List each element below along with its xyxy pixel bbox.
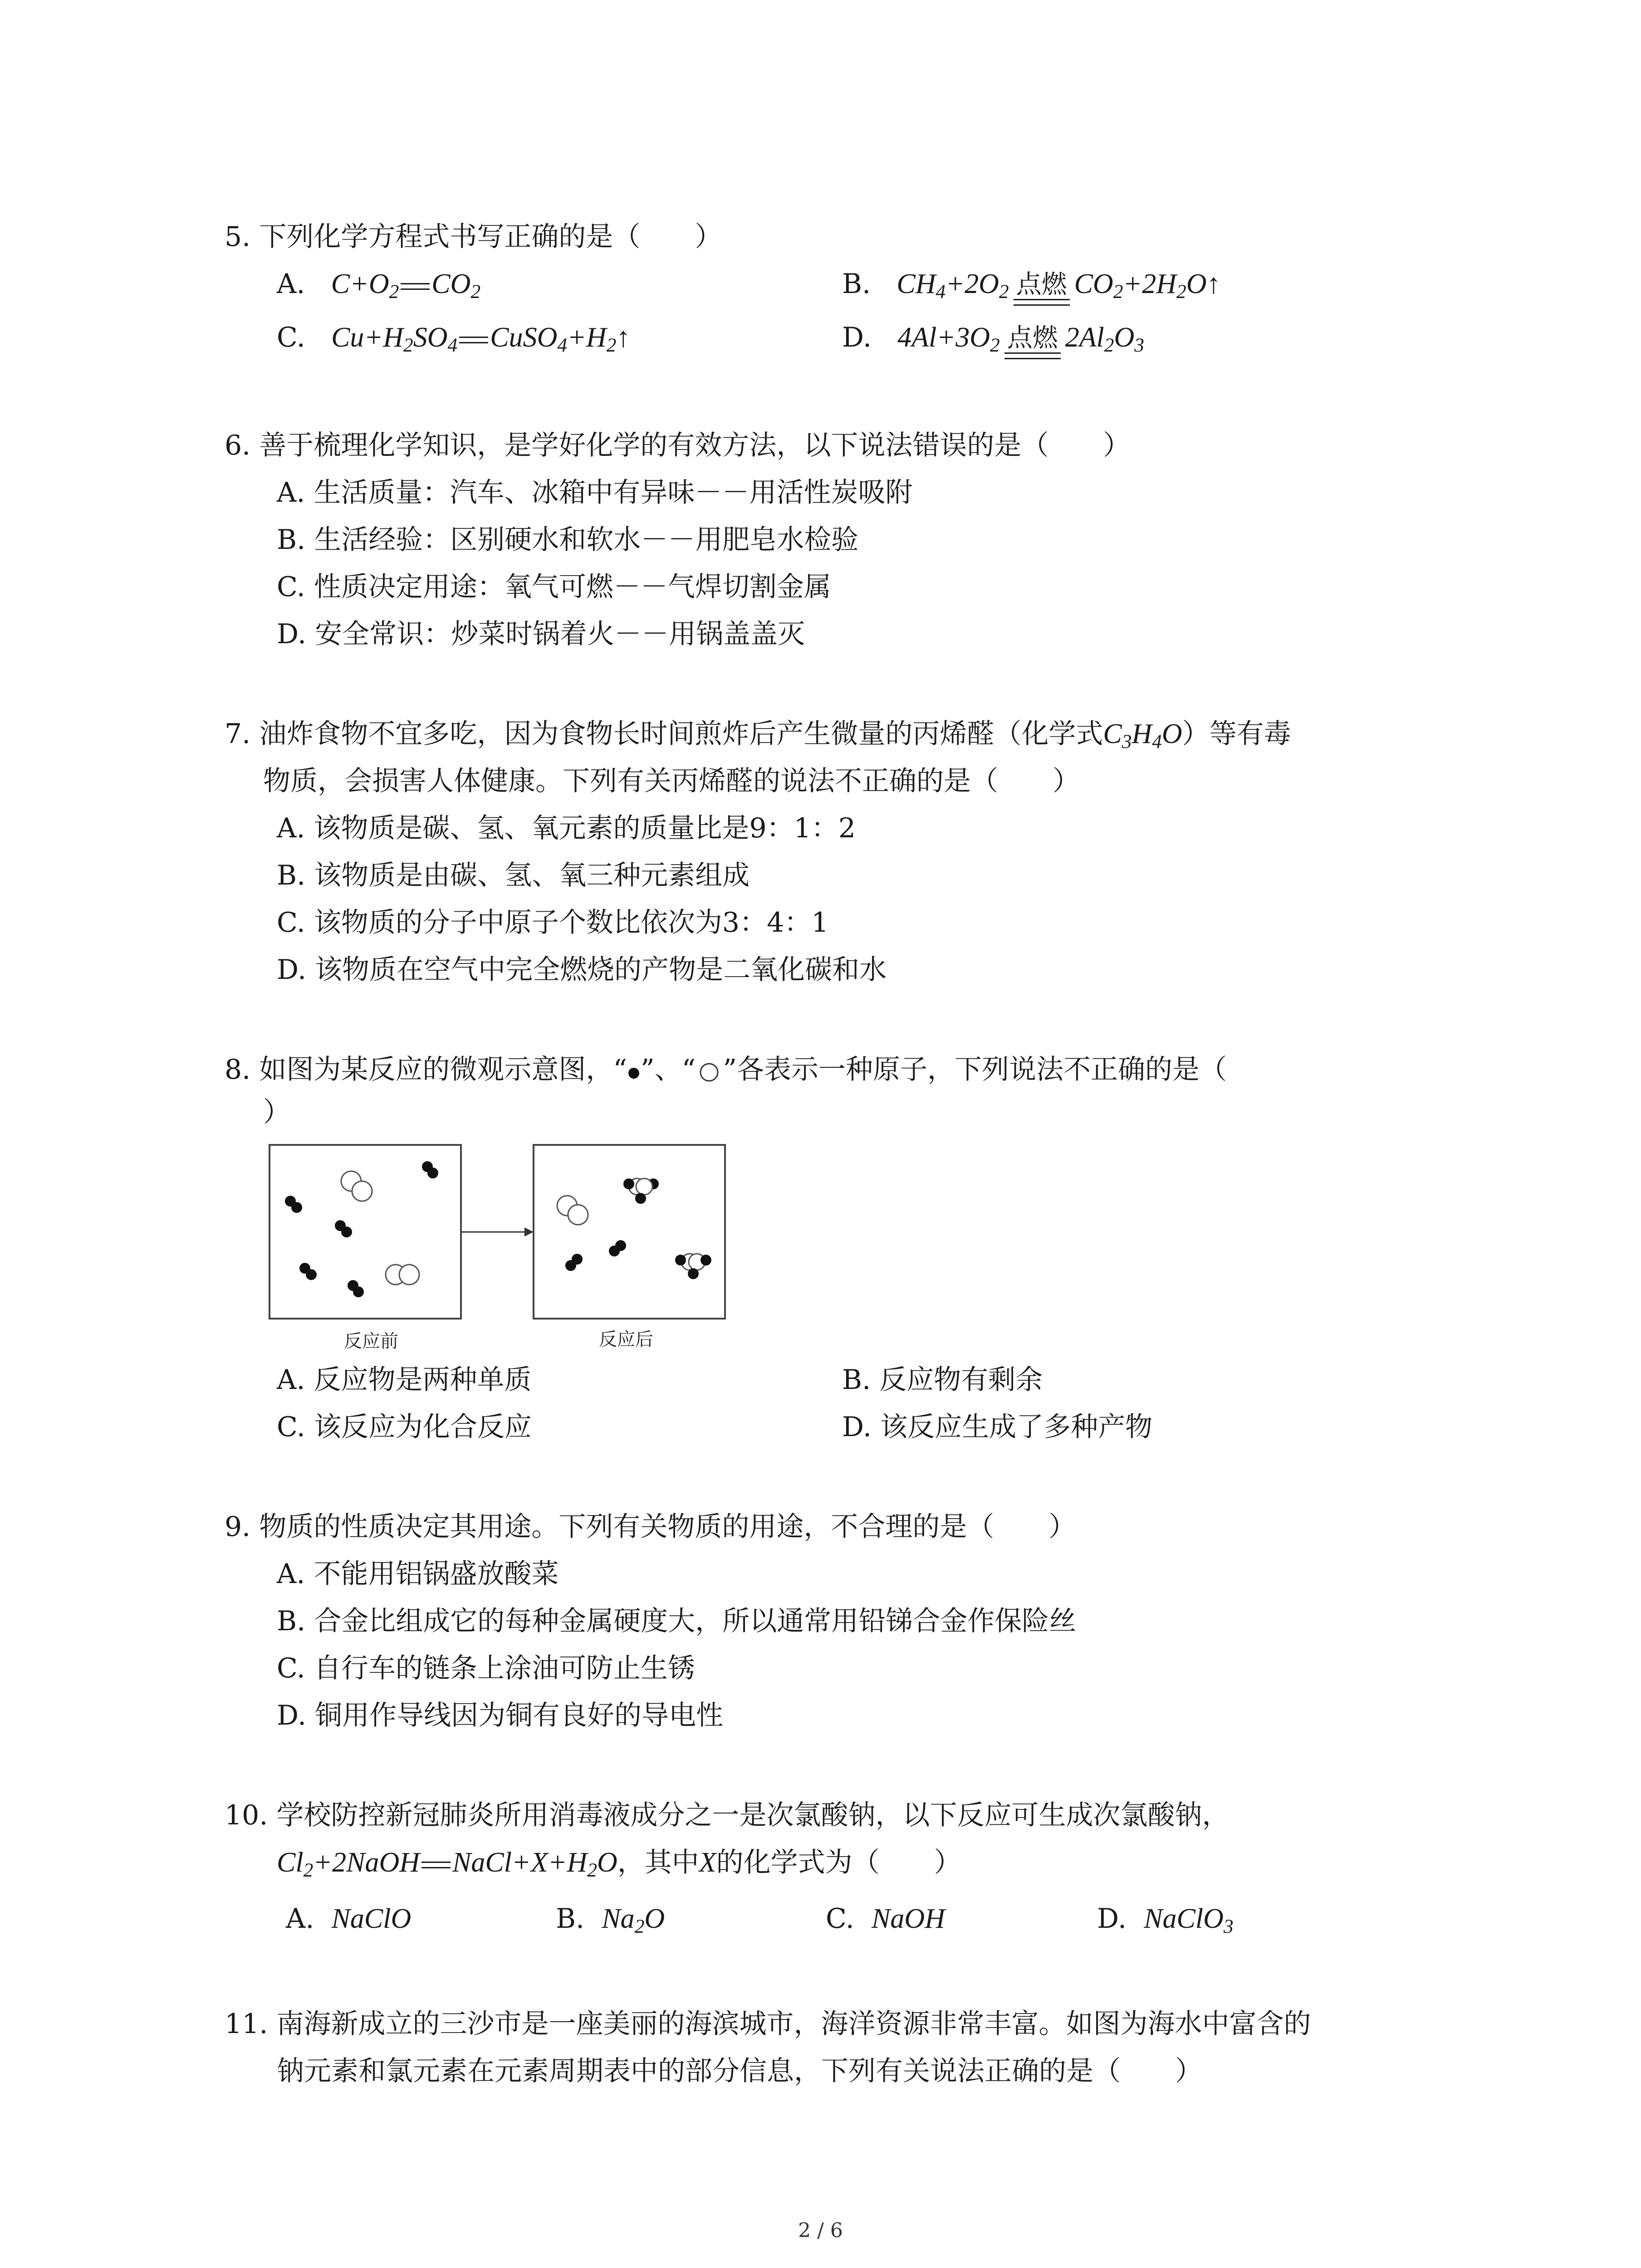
reaction-micro-diagram xyxy=(268,1143,735,1361)
q5-option-d: D. $4Al+3O_2$ 点燃 $2Al_2O_3$ xyxy=(842,318,1144,360)
q6-option-c: C. 性质决定用途：氧气可燃－－气焊切割金属 xyxy=(277,571,831,603)
arrow-head-icon xyxy=(524,1227,534,1237)
q11-stem-line1: 11. 南海新成立的三沙市是一座美丽的海滨城市，海洋资源非常丰富。如图为海水中富含的 xyxy=(225,2008,1311,2040)
q7-stem-line2: 物质，会损害人体健康。下列有关丙烯醛的说法不正确的是（ ） xyxy=(263,765,1080,797)
q8-stem-line1: 8. 如图为某反应的微观示意图，“ ”、“ ”各表示一种原子，下列说法不正确的是（ xyxy=(225,1054,1227,1085)
q10-option-a: A. NaClO xyxy=(286,1903,411,1935)
q6-option-b: B. 生活经验：区别硬水和软水－－用肥皂水检验 xyxy=(277,524,859,556)
q8-stem-line2: ） xyxy=(263,1096,290,1128)
black-atom-icon xyxy=(627,1063,641,1081)
q9-option-c: C. 自行车的链条上涂油可防止生锈 xyxy=(277,1652,695,1684)
equals-double-line xyxy=(421,1862,451,1868)
q6-option-d: D. 安全常识：炒菜时锅着火－－用锅盖盖灭 xyxy=(277,618,805,650)
reaction-condition: 点燃 xyxy=(1004,319,1061,360)
after-reaction-box xyxy=(534,1145,725,1319)
white-molecule xyxy=(386,1265,419,1285)
q10-option-b: B. $Na_2O$ xyxy=(556,1903,665,1937)
q7-option-d: D. 该物质在空气中完全燃烧的产物是二氧化碳和水 xyxy=(277,954,887,986)
q10-stem-line1: 10. 学校防控新冠肺炎所用消毒液成分之一是次氯酸钠，以下反应可生成次氯酸钠， xyxy=(225,1799,1230,1831)
q7-option-b: B. 该物质是由碳、氢、氧三种元素组成 xyxy=(277,860,750,891)
before-label: 反应前 xyxy=(344,1331,398,1352)
q10-option-c: C. NaOH xyxy=(826,1903,945,1935)
q11-stem-line2: 钠元素和氯元素在元素周期表中的部分信息，下列有关说法正确的是（ ） xyxy=(277,2055,1202,2087)
q8-option-d: D. 该反应生成了多种产物 xyxy=(842,1411,1153,1443)
q8-option-a: A. 反应物是两种单质 xyxy=(277,1364,532,1396)
page-number: 2 / 6 xyxy=(798,2219,843,2242)
q8-option-c: C. 该反应为化合反应 xyxy=(277,1411,532,1443)
q9-option-b: B. 合金比组成它的每种金属硬度大，所以通常用铅锑合金作保险丝 xyxy=(277,1605,1077,1637)
q6-stem: 6. 善于梳理化学知识，是学好化学的有效方法，以下说法错误的是（ ） xyxy=(225,430,1131,461)
q5-option-b: B. $CH_4+2O_2$ 点燃 $CO_2+2H_2O↑$ xyxy=(842,265,1221,307)
q10-option-d: D. NaClO$_3$ xyxy=(1097,1903,1234,1937)
q7-option-c: C. 该物质的分子中原子个数比依次为3：4：1 xyxy=(277,907,829,938)
q5-option-a: A. $C+O_2$ $CO_2$ xyxy=(277,268,481,303)
equals-double-line xyxy=(401,283,430,290)
equals-double-line xyxy=(459,337,488,343)
q7-stem-line1: 7. 油炸食物不宜多吃，因为食物长时间煎炸后产生微量的丙烯醛（化学式$C_3H_4O$）等有毒 xyxy=(225,718,1291,753)
reaction-condition: 点燃 xyxy=(1014,266,1070,307)
q9-option-d: D. 铜用作导线因为铜有良好的导电性 xyxy=(277,1700,724,1731)
q9-stem: 9. 物质的性质决定其用途。下列有关物质的用途，不合理的是（ ） xyxy=(225,1511,1076,1543)
q5-stem: 5. 下列化学方程式书写正确的是（ ） xyxy=(225,221,722,253)
q9-option-a: A. 不能用铝锅盛放酸菜 xyxy=(277,1558,559,1590)
q6-option-a: A. 生活质量：汽车、冰箱中有异味－－用活性炭吸附 xyxy=(277,477,913,508)
white-atom-icon xyxy=(696,1061,723,1082)
after-label: 反应后 xyxy=(599,1329,653,1350)
q5-option-c: C. $Cu+H_2SO_4$ $CuSO_4+H_2↑$ xyxy=(277,322,631,356)
q8-option-b: B. 反应物有剩余 xyxy=(842,1364,1043,1396)
q10-stem-line2: $Cl_2+2NaOH$ $NaCl+X+H_2O$，其中X的化学式为（ ） xyxy=(277,1847,961,1881)
q7-option-a: A. 该物质是碳、氢、氧元素的质量比是9：1：2 xyxy=(277,812,856,844)
